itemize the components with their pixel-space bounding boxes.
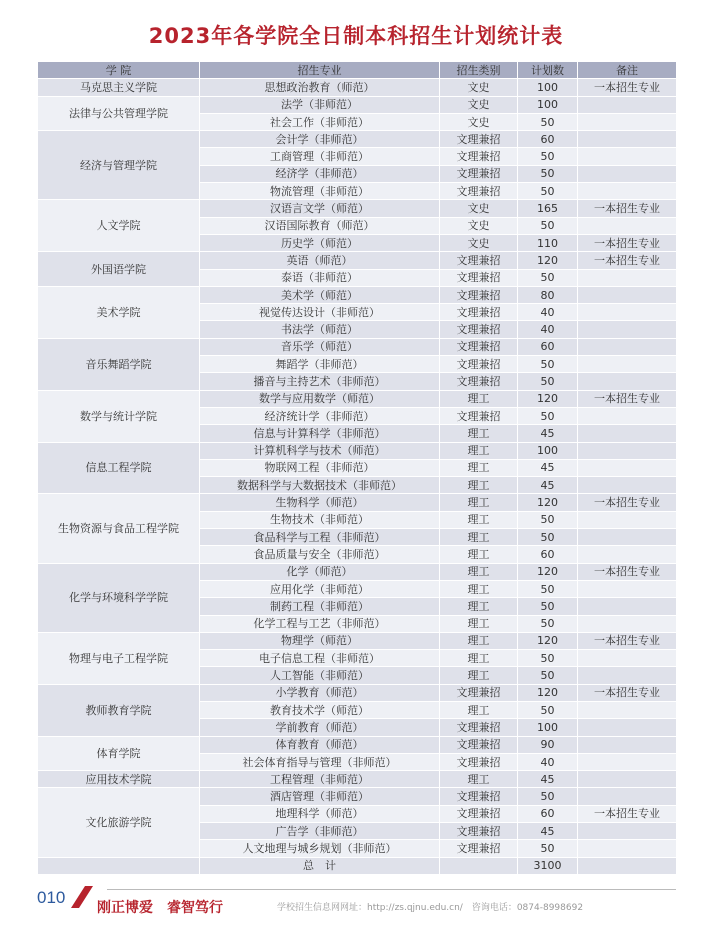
table-row (38, 684, 677, 701)
plan-count-cell: 100 (518, 96, 578, 113)
major-cell: 思想政治教育（师范） (200, 79, 440, 96)
plan-count-cell: 40 (518, 304, 578, 321)
major-cell: 美术学（师范） (200, 286, 440, 303)
category-cell: 文理兼招 (440, 321, 518, 338)
category-cell: 理工 (440, 667, 518, 684)
plan-count-cell: 50 (518, 598, 578, 615)
plan-count-cell: 50 (518, 356, 578, 373)
major-cell: 计算机科学与技术（师范） (200, 442, 440, 459)
remarks-cell: 一本招生专业 (578, 805, 677, 822)
remarks-cell (578, 321, 677, 338)
total-label: 总 计 (200, 857, 440, 874)
remarks-cell (578, 304, 677, 321)
remarks-cell (578, 529, 677, 546)
category-cell: 文理兼招 (440, 684, 518, 701)
major-cell: 数学与应用数学（师范） (200, 390, 440, 407)
remarks-cell: 一本招生专业 (578, 632, 677, 649)
major-cell: 电子信息工程（非师范） (200, 650, 440, 667)
category-cell: 文理兼招 (440, 736, 518, 753)
category-cell: 文理兼招 (440, 338, 518, 355)
table-row (38, 200, 677, 217)
category-cell: 理工 (440, 771, 518, 788)
major-cell: 数据科学与大数据技术（非师范） (200, 477, 440, 494)
plan-count-cell: 45 (518, 823, 578, 840)
major-cell: 应用化学（非师范） (200, 580, 440, 597)
major-cell: 英语（师范） (200, 252, 440, 269)
college-name-cell: 生物资源与食品工程学院 (38, 494, 200, 563)
category-cell: 文理兼招 (440, 304, 518, 321)
category-cell: 文理兼招 (440, 719, 518, 736)
table-row (38, 338, 677, 355)
remarks-cell (578, 217, 677, 234)
major-cell: 法学（非师范） (200, 96, 440, 113)
table-row (38, 442, 677, 459)
remarks-cell (578, 511, 677, 528)
major-cell: 人工智能（非师范） (200, 667, 440, 684)
remarks-cell (578, 407, 677, 424)
college-name-cell: 信息工程学院 (38, 442, 200, 494)
plan-count-cell: 50 (518, 667, 578, 684)
table-row (38, 494, 677, 511)
remarks-cell (578, 131, 677, 148)
plan-count-cell: 45 (518, 771, 578, 788)
category-cell: 文理兼招 (440, 148, 518, 165)
footer-divider (107, 889, 676, 890)
header-college: 学 院 (38, 62, 200, 79)
category-cell: 文理兼招 (440, 788, 518, 805)
major-cell: 广告学（非师范） (200, 823, 440, 840)
plan-count-cell: 100 (518, 442, 578, 459)
remarks-cell: 一本招生专业 (578, 234, 677, 251)
contact-info: 学校招生信息网网址：http://zs.qjnu.edu.cn/ 咨询电话：0874-8998692 (277, 903, 584, 913)
category-cell: 理工 (440, 511, 518, 528)
college-name-cell: 数学与统计学院 (38, 390, 200, 442)
plan-count-cell: 100 (518, 79, 578, 96)
remarks-cell: 一本招生专业 (578, 79, 677, 96)
major-cell: 经济统计学（非师范） (200, 407, 440, 424)
plan-count-cell: 50 (518, 113, 578, 130)
category-cell: 文理兼招 (440, 753, 518, 770)
plan-count-cell: 50 (518, 373, 578, 390)
remarks-cell (578, 667, 677, 684)
remarks-cell (578, 373, 677, 390)
college-name-cell: 文化旅游学院 (38, 788, 200, 857)
slash-decoration-icon (71, 886, 93, 908)
plan-count-cell: 50 (518, 788, 578, 805)
major-cell: 会计学（非师范） (200, 131, 440, 148)
major-cell: 经济学（非师范） (200, 165, 440, 182)
category-cell: 文理兼招 (440, 805, 518, 822)
category-cell: 理工 (440, 598, 518, 615)
major-cell: 物联网工程（非师范） (200, 459, 440, 476)
category-cell: 文史 (440, 113, 518, 130)
header-remarks: 备注 (578, 62, 677, 79)
remarks-cell: 一本招生专业 (578, 200, 677, 217)
major-cell: 食品科学与工程（非师范） (200, 529, 440, 546)
plan-count-cell: 50 (518, 615, 578, 632)
plan-count-cell: 50 (518, 407, 578, 424)
remarks-cell (578, 736, 677, 753)
plan-count-cell: 50 (518, 580, 578, 597)
plan-count-cell: 100 (518, 719, 578, 736)
plan-count-cell: 165 (518, 200, 578, 217)
category-cell: 理工 (440, 632, 518, 649)
page-number: 010 (37, 888, 66, 907)
major-cell: 播音与主持艺术（非师范） (200, 373, 440, 390)
major-cell: 信息与计算科学（非师范） (200, 425, 440, 442)
plan-count-cell: 50 (518, 701, 578, 718)
table-row (38, 131, 677, 148)
total-value: 3100 (518, 857, 578, 874)
major-cell: 视觉传达设计（非师范） (200, 304, 440, 321)
major-cell: 生物科学（师范） (200, 494, 440, 511)
major-cell: 物理学（师范） (200, 632, 440, 649)
category-cell: 理工 (440, 563, 518, 580)
plan-count-cell: 50 (518, 269, 578, 286)
header-plan-count: 计划数 (518, 62, 578, 79)
category-cell: 理工 (440, 650, 518, 667)
major-cell: 泰语（非师范） (200, 269, 440, 286)
table-row (38, 771, 677, 788)
major-cell: 体育教育（师范） (200, 736, 440, 753)
plan-count-cell: 40 (518, 321, 578, 338)
remarks-cell (578, 425, 677, 442)
college-name-cell: 体育学院 (38, 736, 200, 771)
category-cell: 理工 (440, 459, 518, 476)
remarks-cell (578, 356, 677, 373)
plan-count-cell: 60 (518, 131, 578, 148)
table-row (38, 632, 677, 649)
major-cell: 生物技术（非师范） (200, 511, 440, 528)
major-cell: 物流管理（非师范） (200, 183, 440, 200)
table-body (38, 79, 677, 875)
remarks-cell (578, 477, 677, 494)
major-cell: 化学（师范） (200, 563, 440, 580)
plan-count-cell: 45 (518, 459, 578, 476)
major-cell: 学前教育（师范） (200, 719, 440, 736)
college-name-cell: 人文学院 (38, 200, 200, 252)
major-cell: 小学教育（师范） (200, 684, 440, 701)
remarks-cell: 一本招生专业 (578, 563, 677, 580)
major-cell: 食品质量与安全（非师范） (200, 546, 440, 563)
remarks-cell (578, 183, 677, 200)
total-row (38, 857, 677, 874)
category-cell: 理工 (440, 529, 518, 546)
plan-count-cell: 80 (518, 286, 578, 303)
category-cell: 文理兼招 (440, 823, 518, 840)
college-name-cell: 外国语学院 (38, 252, 200, 287)
category-cell: 文理兼招 (440, 356, 518, 373)
remarks-cell (578, 269, 677, 286)
remarks-cell: 一本招生专业 (578, 252, 677, 269)
category-cell: 文理兼招 (440, 183, 518, 200)
remarks-cell (578, 148, 677, 165)
remarks-cell: 一本招生专业 (578, 684, 677, 701)
category-cell: 理工 (440, 390, 518, 407)
table-row (38, 788, 677, 805)
remarks-cell (578, 788, 677, 805)
plan-count-cell: 90 (518, 736, 578, 753)
enrollment-plan-table (37, 61, 677, 875)
category-cell: 理工 (440, 494, 518, 511)
category-cell: 文史 (440, 96, 518, 113)
major-cell: 音乐学（师范） (200, 338, 440, 355)
category-cell: 文理兼招 (440, 131, 518, 148)
college-name-cell: 马克思主义学院 (38, 79, 200, 96)
major-cell: 工商管理（非师范） (200, 148, 440, 165)
category-cell: 文史 (440, 79, 518, 96)
remarks-cell (578, 650, 677, 667)
remarks-cell (578, 442, 677, 459)
remarks-cell (578, 701, 677, 718)
category-cell: 文理兼招 (440, 269, 518, 286)
major-cell: 人文地理与城乡规划（非师范） (200, 840, 440, 857)
category-cell: 理工 (440, 546, 518, 563)
remarks-cell: 一本招生专业 (578, 390, 677, 407)
plan-count-cell: 120 (518, 563, 578, 580)
college-name-cell: 法律与公共管理学院 (38, 96, 200, 131)
category-cell: 理工 (440, 442, 518, 459)
remarks-cell (578, 840, 677, 857)
table-row (38, 563, 677, 580)
total-blank-cell (440, 857, 518, 874)
remarks-cell (578, 96, 677, 113)
table-row (38, 96, 677, 113)
remarks-cell (578, 286, 677, 303)
header-category: 招生类别 (440, 62, 518, 79)
remarks-cell (578, 615, 677, 632)
college-name-cell: 音乐舞蹈学院 (38, 338, 200, 390)
major-cell: 舞蹈学（非师范） (200, 356, 440, 373)
major-cell: 历史学（师范） (200, 234, 440, 251)
college-name-cell: 物理与电子工程学院 (38, 632, 200, 684)
remarks-cell (578, 598, 677, 615)
category-cell: 文史 (440, 200, 518, 217)
remarks-cell (578, 165, 677, 182)
remarks-cell: 一本招生专业 (578, 494, 677, 511)
table-row (38, 286, 677, 303)
plan-count-cell: 50 (518, 650, 578, 667)
table-header-row (38, 62, 677, 79)
plan-count-cell: 60 (518, 338, 578, 355)
plan-count-cell: 120 (518, 252, 578, 269)
plan-count-cell: 60 (518, 805, 578, 822)
remarks-cell (578, 459, 677, 476)
category-cell: 理工 (440, 701, 518, 718)
remarks-cell (578, 823, 677, 840)
category-cell: 文理兼招 (440, 286, 518, 303)
plan-count-cell: 120 (518, 684, 578, 701)
remarks-cell (578, 753, 677, 770)
college-name-cell: 教师教育学院 (38, 684, 200, 736)
remarks-cell (578, 113, 677, 130)
category-cell: 文理兼招 (440, 840, 518, 857)
total-blank-cell (578, 857, 677, 874)
total-blank-cell (38, 857, 200, 874)
major-cell: 地理科学（师范） (200, 805, 440, 822)
remarks-cell (578, 771, 677, 788)
page-title: 2023年各学院全日制本科招生计划统计表 (148, 24, 564, 48)
category-cell: 理工 (440, 615, 518, 632)
plan-count-cell: 45 (518, 425, 578, 442)
plan-count-cell: 110 (518, 234, 578, 251)
category-cell: 文理兼招 (440, 407, 518, 424)
category-cell: 文史 (440, 234, 518, 251)
major-cell: 汉语国际教育（师范） (200, 217, 440, 234)
college-name-cell: 应用技术学院 (38, 771, 200, 788)
major-cell: 工程管理（非师范） (200, 771, 440, 788)
plan-count-cell: 50 (518, 511, 578, 528)
plan-count-cell: 40 (518, 753, 578, 770)
college-name-cell: 经济与管理学院 (38, 131, 200, 200)
plan-count-cell: 120 (518, 494, 578, 511)
table-row (38, 390, 677, 407)
plan-count-cell: 120 (518, 390, 578, 407)
remarks-cell (578, 338, 677, 355)
table-row (38, 252, 677, 269)
major-cell: 汉语言文学（师范） (200, 200, 440, 217)
college-name-cell: 化学与环境科学学院 (38, 563, 200, 632)
remarks-cell (578, 546, 677, 563)
category-cell: 理工 (440, 425, 518, 442)
major-cell: 社会工作（非师范） (200, 113, 440, 130)
college-name-cell: 美术学院 (38, 286, 200, 338)
plan-count-cell: 60 (518, 546, 578, 563)
category-cell: 文理兼招 (440, 165, 518, 182)
plan-count-cell: 50 (518, 840, 578, 857)
remarks-cell (578, 580, 677, 597)
page-footer (37, 884, 676, 924)
major-cell: 制药工程（非师范） (200, 598, 440, 615)
plan-count-cell: 50 (518, 183, 578, 200)
plan-count-cell: 50 (518, 217, 578, 234)
major-cell: 酒店管理（非师范） (200, 788, 440, 805)
major-cell: 书法学（师范） (200, 321, 440, 338)
major-cell: 社会体育指导与管理（非师范） (200, 753, 440, 770)
table-row (38, 79, 677, 96)
major-cell: 化学工程与工艺（非师范） (200, 615, 440, 632)
category-cell: 理工 (440, 580, 518, 597)
plan-count-cell: 120 (518, 632, 578, 649)
plan-count-cell: 50 (518, 148, 578, 165)
plan-count-cell: 50 (518, 529, 578, 546)
category-cell: 文史 (440, 217, 518, 234)
category-cell: 文理兼招 (440, 373, 518, 390)
major-cell: 教育技术学（师范） (200, 701, 440, 718)
category-cell: 文理兼招 (440, 252, 518, 269)
remarks-cell (578, 719, 677, 736)
header-major: 招生专业 (200, 62, 440, 79)
school-motto: 刚正博爱 睿智笃行 (97, 900, 223, 916)
table-row (38, 736, 677, 753)
plan-count-cell: 50 (518, 165, 578, 182)
plan-count-cell: 45 (518, 477, 578, 494)
category-cell: 理工 (440, 477, 518, 494)
